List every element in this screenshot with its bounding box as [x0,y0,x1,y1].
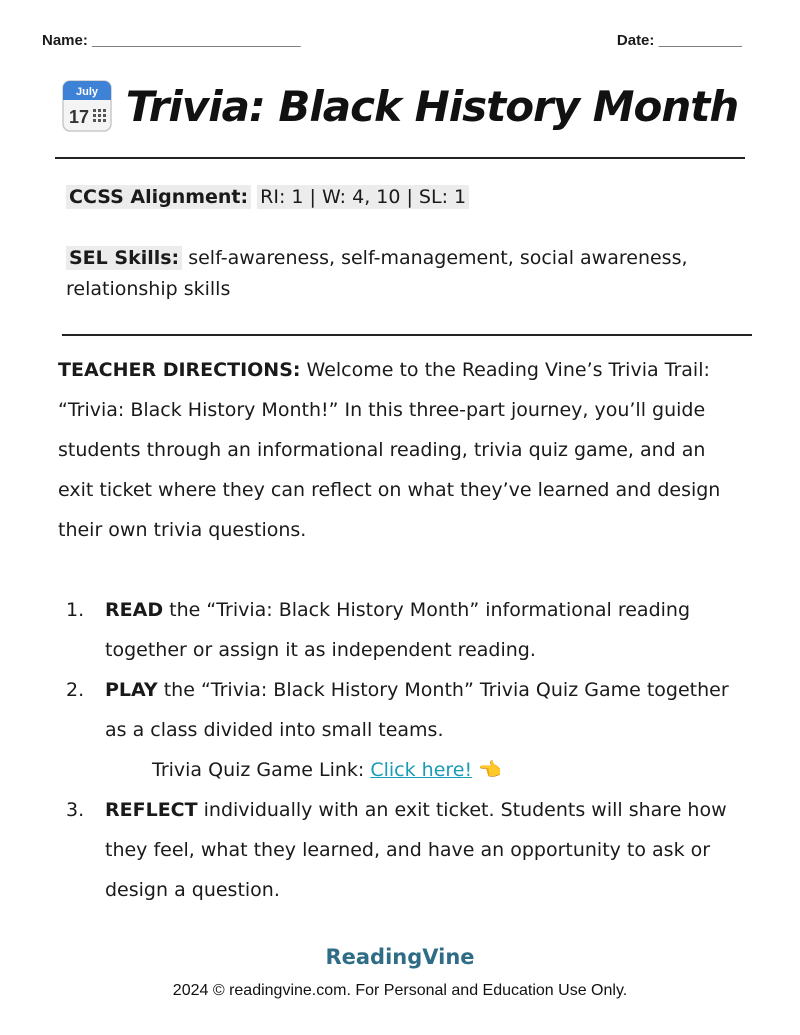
step-text: individually with an exit ticket. Students will share how they feel, what they learned, and have an opportunity to ask or design a question. [105,799,727,901]
title-divider [55,157,745,159]
sel-label: SEL Skills: [66,246,182,270]
step-verb: READ [105,599,164,621]
steps-list [58,590,742,910]
sel-value: self-awareness, self-management, social awareness, relationship skills [66,247,688,300]
page-title-row [0,80,800,132]
ccss-alignment [66,182,730,213]
page-title: Trivia: Black History Month [125,81,739,131]
step-number: 1. [66,599,85,621]
calendar-icon [62,80,112,132]
step-verb: REFLECT [105,799,198,821]
section-divider [62,334,752,336]
step-text: the “Trivia: Black History Month” informational reading together or assign it as independent reading. [105,599,691,661]
teacher-directions [58,350,742,550]
readingvine-logo: ReadingVine [325,945,475,969]
step-text: the “Trivia: Black History Month” Trivia Quiz Game together as a class divided into small teams. [105,679,729,741]
quiz-link-label: Trivia Quiz Game Link: [152,759,365,781]
calendar-month: July [75,86,98,98]
step-verb: PLAY [105,679,158,701]
list-item [58,790,742,910]
ccss-value: RI: 1 | W: 4, 10 | SL: 1 [257,185,469,209]
header-row [42,32,742,49]
sel-skills [66,243,730,305]
ccss-label: CCSS Alignment: [66,185,251,209]
step-number: 2. [66,679,85,701]
list-item [58,590,742,670]
name-field[interactable]: Name: _________________________ [42,32,301,49]
quiz-link[interactable]: Click here! [370,759,473,781]
date-field[interactable]: Date: __________ [616,32,742,49]
quiz-link-line [105,750,742,790]
pointing-hand-icon: 👈 [478,759,502,781]
step-number: 3. [66,799,85,821]
directions-text: Welcome to the Reading Vine’s Trivia Trail: “Trivia: Black History Month!” In this three-part journey, you’ll guide students through an informational reading, trivia quiz game, and an exit ticket where they can reflect on what they’ve learned and design their own trivia questions. [58,359,721,541]
copyright-notice: 2024 © readingvine.com. For Personal and Education Use Only. [172,982,628,999]
list-item [58,670,742,790]
directions-label: TEACHER DIRECTIONS: [58,359,301,381]
calendar-day: 17 [68,107,89,127]
